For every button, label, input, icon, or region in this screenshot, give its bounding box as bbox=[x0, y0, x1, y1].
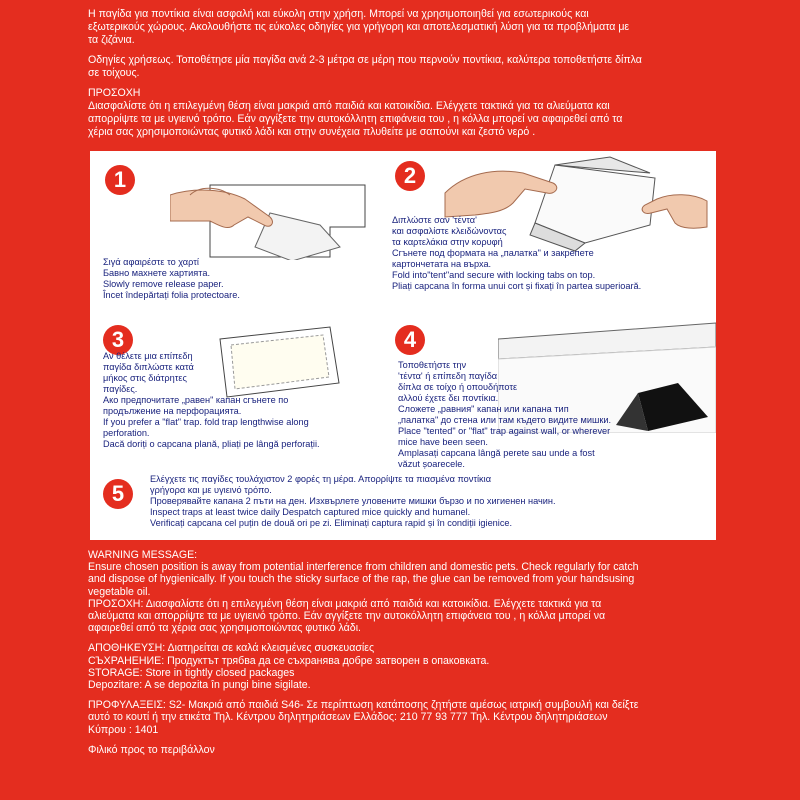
step-4-number: 4 bbox=[395, 325, 425, 355]
step-2-number: 2 bbox=[395, 161, 425, 191]
warning-message: WARNING MESSAGE: Ensure chosen position is away from potential interference from children and domestic pets. Check regularly for catch and dispose of hygienically. If you touch the sticky surface of the rap, the glue can be removed from your handsusing vegetable oil. ΠΡΟΣΟΧΗ: Διασφαλίστε ότι η επιλεγμένη θέση είναι μακριά από παιδιά και κατοικίδια. Ελέγχετε τακτικά για τα αλιεύματα και απορρίψτε τα με υγιεινό τρόπο. Εάν αγγίξετε την αυτοκόλλητη επιφάνεια του , η κόλλα μπορεί να αφαιρεθεί από τα χέρια σας χρησιμοποιώντας φυτικό λάδι. bbox=[88, 549, 728, 634]
eco-friendly-note: Φιλικό προς το περιβάλλον bbox=[88, 743, 215, 756]
precautions: ΠΡΟΦΥΛΑΞΕΙΣ: S2- Μακριά από παιδιά S46- Σε περίπτωση κατάποσης ζητήστε αμέσως ιατρική συμβουλή και δείξτε αυτό το κουτί ή την ετικέτα Τηλ. Κέντρου δηλητηριάσεων Ελλάδος: 210 77 93 777 Τηλ. Κέντρου δηλητηριάσεων Κύπρου : 1401 bbox=[88, 699, 639, 736]
product-description: Η παγίδα για ποντίκια είναι ασφαλή και εύκολη στην χρήση. Μπορεί να χρησιμοποιηθεί για εσωτερικούς και εξωτερικούς χώρους. Ακολουθήστε τις εύκολες οδηγίες για γρήγορη και αποτελεσματική λύση για τα προβλήματα με τα ζιζάνια. bbox=[88, 8, 630, 46]
step-4-text: Τοποθετήστε την 'τέντα' ή επίπεδη παγίδα δίπλα σε τοίχο ή οπουδήποτε αλλού έχετε δει ποντίκια. Сложете „равния" капан или капана тип „палатка" до стена или там където видите мишки. Place "tented" or "flat" trap against wall, or wherever mice have been seen. Amplasați capcana lângă perete sau unde a fost văzut șoarecele. bbox=[398, 360, 612, 469]
caution-heading: ΠΡΟΣΟΧΗ bbox=[88, 87, 141, 99]
step-3-number: 3 bbox=[103, 325, 133, 355]
step-5-number: 5 bbox=[103, 479, 133, 509]
intro-section bbox=[88, 8, 728, 146]
instructions-panel bbox=[90, 151, 716, 540]
warning-heading: WARNING MESSAGE: bbox=[88, 549, 198, 561]
storage-info: ΑΠΟΘΗΚΕΥΣΗ: Διατηρείται σε καλά κλεισμένες συσκευασίες СЪХРАНЕНИЕ: Продуктът трябва да се съхранява добре затворен в опаковката. STORAGE: Store in tightly closed packages Depozitare: A se depozita în pungi bine sigilate. bbox=[88, 642, 490, 692]
caution-text: Διασφαλίστε ότι η επιλεγμένη θέση είναι μακριά από παιδιά και κατοικίδια. Ελέγχετε τακτικά για τα αλιεύματα και απορρίψτε τα με υγιεινό τρόπο. Εάν αγγίξετε την αυτοκόλλητη επιφάνεια του , η κόλλα μπορεί να αφαιρεθεί από τα χέρια σας χρησιμοποιώντας φυτικό λάδι και στην συνέχεια πλυθείτε με σαπούνι και ζεστό νερό . bbox=[88, 100, 623, 138]
step-3-text: Αν θέλετε μια επίπεδη παγίδα διπλώστε κατά μήκος στις διάτρητες παγίδες. Ако предпочитате „равен" капан сгънете по продължение на перфорацията. If you prefer a "flat" trap. fold trap lengthwise along perforation. Dacă doriți o capcana plană, pliați pe lângă perforații. bbox=[103, 351, 320, 449]
step-5-text: Ελέγχετε τις παγίδες τουλάχιστον 2 φορές τη μέρα. Απορρίψτε τα πιασμένα ποντίκια γρήγορα και με υγιεινό τρόπο. Проверявайте капана 2 пъти на ден. Изхвърлете уловените мишки бързо и по хигиенен начин. Inspect traps at least twice daily Despatch captured mice quickly and humanel. Verificați capcana cel puțin de două ori pe zi. Eliminați captura rapid și în condiții igienice. bbox=[150, 474, 556, 528]
usage-instructions: Οδηγίες χρήσεως. Τοποθέτησε μία παγίδα ανά 2-3 μέτρα σε μέρη που περνούν ποντίκια, καλύτερα τοποθετήστε δίπλα σε τοίχους. bbox=[88, 54, 642, 79]
step-1-illustration bbox=[170, 165, 380, 260]
bottom-section bbox=[88, 549, 728, 756]
step-2-text: Διπλώστε σαν 'τέντα' και ασφαλίστε κλειδώνοντας τα καρτελάκια στην κορυφή Сгънете под формата на „палатка" и закрепете картончетата на върха. Fold into"tent"and secure with locking tabs on top. Pliați capcana în forma unui cort și fixați în partea superioară. bbox=[392, 215, 642, 291]
step-1-text: Σιγά αφαιρέστε το χαρτί Бавно махнете хартията. Slowly remove release paper. Încet îndepărtați folia protectoare. bbox=[103, 257, 240, 300]
step-1-number: 1 bbox=[105, 165, 135, 195]
